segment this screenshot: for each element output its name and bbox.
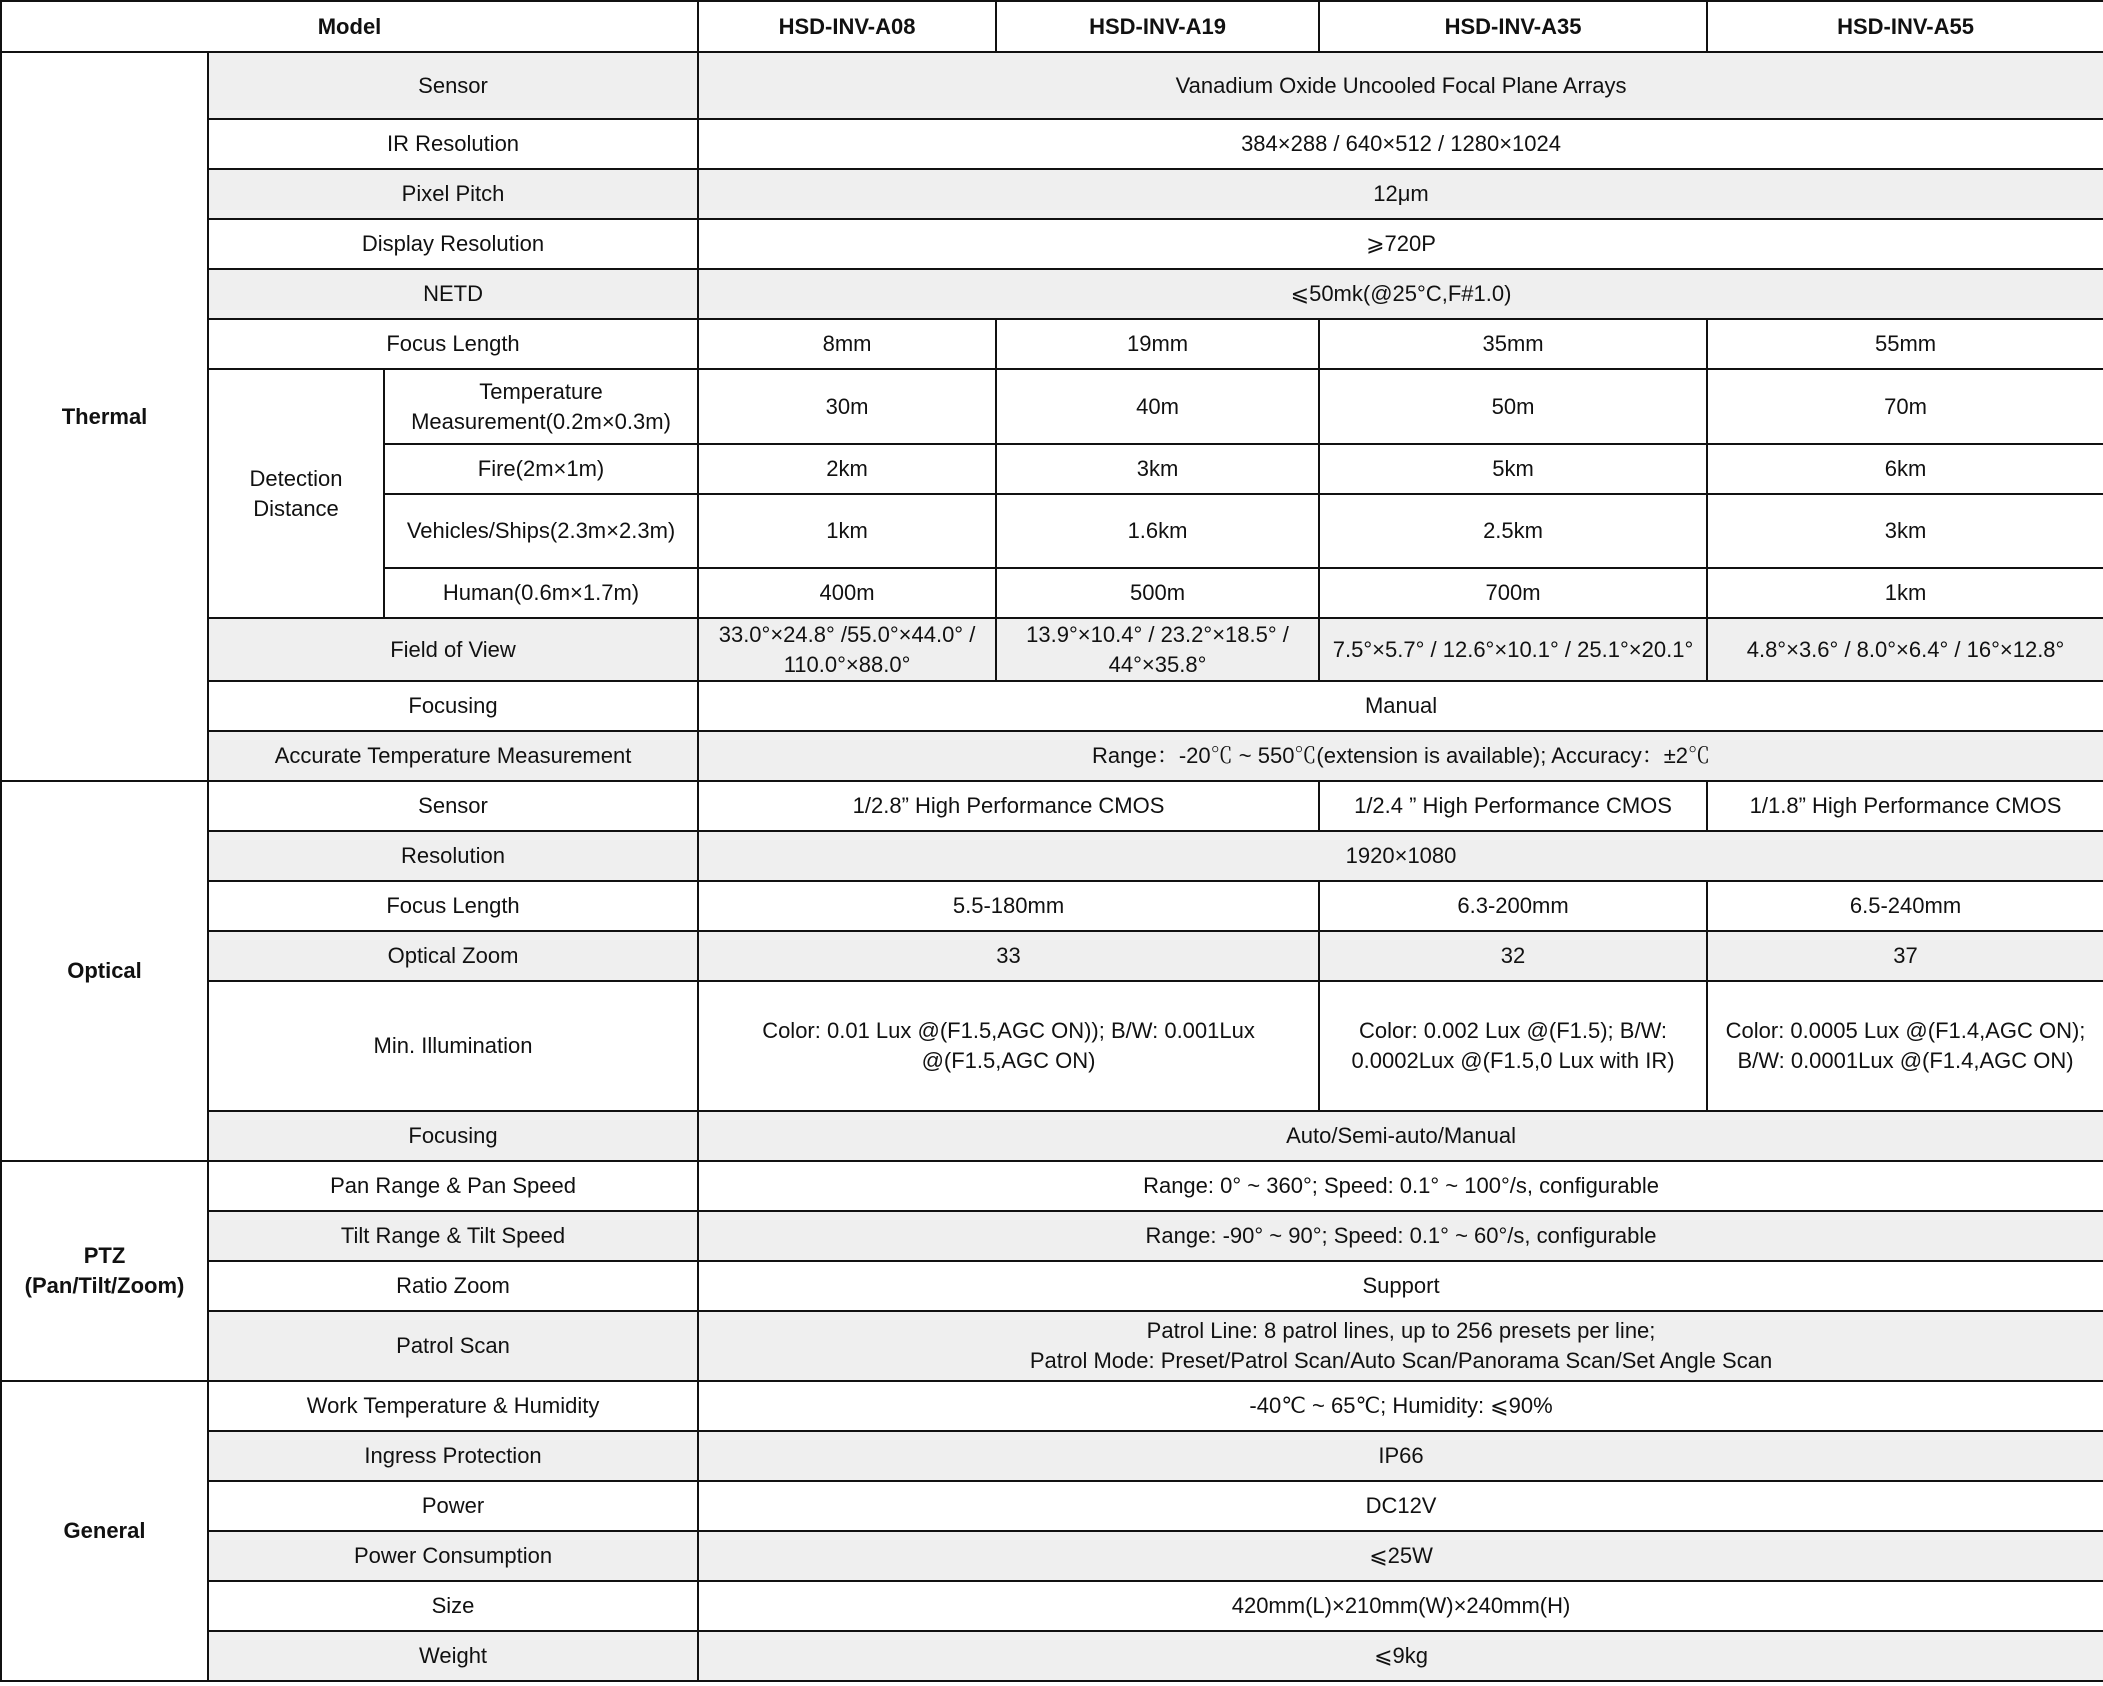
table-row (1, 931, 2103, 981)
row-value: 1.6km (996, 494, 1319, 568)
category-general: General (1, 1381, 208, 1681)
row-value: Range：-20℃ ~ 550℃(extension is available); Accuracy：±2℃ (698, 731, 2103, 781)
table-row (1, 781, 2103, 831)
row-value: 6.5-240mm (1707, 881, 2103, 931)
row-label: Temperature Measurement(0.2m×0.3m) (384, 369, 698, 444)
row-label: Resolution (208, 831, 698, 881)
row-label: Tilt Range & Tilt Speed (208, 1211, 698, 1261)
row-value: ⩽25W (698, 1531, 2103, 1581)
row-label: Fire(2m×1m) (384, 444, 698, 494)
row-value: 37 (1707, 931, 2103, 981)
row-value: 6km (1707, 444, 2103, 494)
row-label: Focus Length (208, 319, 698, 369)
row-value: 420mm(L)×210mm(W)×240mm(H) (698, 1581, 2103, 1631)
detection-distance-label: Detection Distance (208, 369, 384, 618)
row-value: Range: -90° ~ 90°; Speed: 0.1° ~ 60°/s, configurable (698, 1211, 2103, 1261)
row-label: Ingress Protection (208, 1431, 698, 1481)
row-label: Optical Zoom (208, 931, 698, 981)
row-value: 12μm (698, 169, 2103, 219)
row-value: 5.5-180mm (698, 881, 1319, 931)
row-label: Size (208, 1581, 698, 1631)
row-value: 384×288 / 640×512 / 1280×1024 (698, 119, 2103, 169)
row-label: Display Resolution (208, 219, 698, 269)
row-value: 30m (698, 369, 996, 444)
table-row (1, 1381, 2103, 1431)
row-value: 1/1.8” High Performance CMOS (1707, 781, 2103, 831)
category-optical: Optical (1, 781, 208, 1161)
table-row (1, 169, 2103, 219)
model-header: Model (1, 1, 698, 52)
table-row (1, 1261, 2103, 1311)
row-value: Patrol Line: 8 patrol lines, up to 256 presets per line; Patrol Mode: Preset/Patrol Scan/Auto Scan/Panorama Scan/Set Angle Scan (698, 1311, 2103, 1381)
row-value: 13.9°×10.4° / 23.2°×18.5° / 44°×35.8° (996, 618, 1319, 681)
row-label: Vehicles/Ships(2.3m×2.3m) (384, 494, 698, 568)
row-value: 4.8°×3.6° / 8.0°×6.4° / 16°×12.8° (1707, 618, 2103, 681)
row-value: 50m (1319, 369, 1707, 444)
table-row (1, 731, 2103, 781)
row-value: 19mm (996, 319, 1319, 369)
row-label: Patrol Scan (208, 1311, 698, 1381)
row-label: Accurate Temperature Measurement (208, 731, 698, 781)
table-row (1, 1431, 2103, 1481)
table-row (1, 319, 2103, 369)
row-value: DC12V (698, 1481, 2103, 1531)
model-name: HSD-INV-A19 (996, 1, 1319, 52)
row-value: 3km (996, 444, 1319, 494)
table-row (1, 1161, 2103, 1211)
row-label: Focusing (208, 1111, 698, 1161)
row-value: ⩽9kg (698, 1631, 2103, 1681)
bottom-spacer (1, 1681, 2103, 1686)
row-value: 55mm (1707, 319, 2103, 369)
model-name: HSD-INV-A35 (1319, 1, 1707, 52)
table-row (1, 881, 2103, 931)
row-label: Power (208, 1481, 698, 1531)
row-label: Field of View (208, 618, 698, 681)
row-value: 400m (698, 568, 996, 618)
table-row (1, 369, 2103, 444)
row-label: NETD (208, 269, 698, 319)
row-label: Focus Length (208, 881, 698, 931)
table-row (1, 618, 2103, 681)
row-label: IR Resolution (208, 119, 698, 169)
table-row (1, 219, 2103, 269)
row-value: 40m (996, 369, 1319, 444)
row-value: 33 (698, 931, 1319, 981)
row-label: Sensor (208, 781, 698, 831)
row-value: 500m (996, 568, 1319, 618)
table-row (1, 831, 2103, 881)
table-row (1, 1481, 2103, 1531)
row-value: Color: 0.01 Lux @(F1.5,AGC ON)); B/W: 0.001Lux @(F1.5,AGC ON) (698, 981, 1319, 1111)
row-value: 8mm (698, 319, 996, 369)
model-name: HSD-INV-A08 (698, 1, 996, 52)
row-value: 6.3-200mm (1319, 881, 1707, 931)
row-label: Power Consumption (208, 1531, 698, 1581)
model-name: HSD-INV-A55 (1707, 1, 2103, 52)
table-row (1, 269, 2103, 319)
table-row (1, 1581, 2103, 1631)
table-row (1, 1631, 2103, 1681)
row-value: 35mm (1319, 319, 1707, 369)
row-label: Ratio Zoom (208, 1261, 698, 1311)
table-row (1, 981, 2103, 1111)
row-value: 3km (1707, 494, 2103, 568)
row-label: Work Temperature & Humidity (208, 1381, 698, 1431)
row-value: 33.0°×24.8° /55.0°×44.0° / 110.0°×88.0° (698, 618, 996, 681)
row-value: 32 (1319, 931, 1707, 981)
row-label: Human(0.6m×1.7m) (384, 568, 698, 618)
row-value: Vanadium Oxide Uncooled Focal Plane Arrays (698, 52, 2103, 119)
table-row (1, 52, 2103, 119)
row-value: 70m (1707, 369, 2103, 444)
row-value: -40℃ ~ 65℃; Humidity: ⩽90% (698, 1381, 2103, 1431)
row-label: Pan Range & Pan Speed (208, 1161, 698, 1211)
category-ptz: PTZ (Pan/Tilt/Zoom) (1, 1161, 208, 1381)
row-value: 700m (1319, 568, 1707, 618)
table-row (1, 1111, 2103, 1161)
row-label: Focusing (208, 681, 698, 731)
row-value: 1/2.8” High Performance CMOS (698, 781, 1319, 831)
row-value: Range: 0° ~ 360°; Speed: 0.1° ~ 100°/s, configurable (698, 1161, 2103, 1211)
row-value: Color: 0.0005 Lux @(F1.4,AGC ON); B/W: 0.0001Lux @(F1.4,AGC ON) (1707, 981, 2103, 1111)
row-value: 2km (698, 444, 996, 494)
row-value: 7.5°×5.7° / 12.6°×10.1° / 25.1°×20.1° (1319, 618, 1707, 681)
row-value: 1km (1707, 568, 2103, 618)
category-thermal: Thermal (1, 52, 208, 781)
table-row (1, 119, 2103, 169)
row-label: Pixel Pitch (208, 169, 698, 219)
row-value: Manual (698, 681, 2103, 731)
row-value: 1/2.4 ” High Performance CMOS (1319, 781, 1707, 831)
row-value: IP66 (698, 1431, 2103, 1481)
row-label: Min. Illumination (208, 981, 698, 1111)
table-row (1, 1531, 2103, 1581)
row-value: ⩽50mk(@25°C,F#1.0) (698, 269, 2103, 319)
table-row (1, 1211, 2103, 1261)
row-value: Support (698, 1261, 2103, 1311)
row-label: Weight (208, 1631, 698, 1681)
row-value: 2.5km (1319, 494, 1707, 568)
row-value: 1km (698, 494, 996, 568)
row-label: Sensor (208, 52, 698, 119)
row-value: Color: 0.002 Lux @(F1.5); B/W: 0.0002Lux @(F1.5,0 Lux with IR) (1319, 981, 1707, 1111)
row-value: 5km (1319, 444, 1707, 494)
row-value: Auto/Semi-auto/Manual (698, 1111, 2103, 1161)
header-row (1, 1, 2103, 52)
table-row (1, 1311, 2103, 1381)
row-value: ⩾720P (698, 219, 2103, 269)
table-row (1, 681, 2103, 731)
row-value: 1920×1080 (698, 831, 2103, 881)
bottom-spacer-cell (1, 1681, 2103, 1686)
